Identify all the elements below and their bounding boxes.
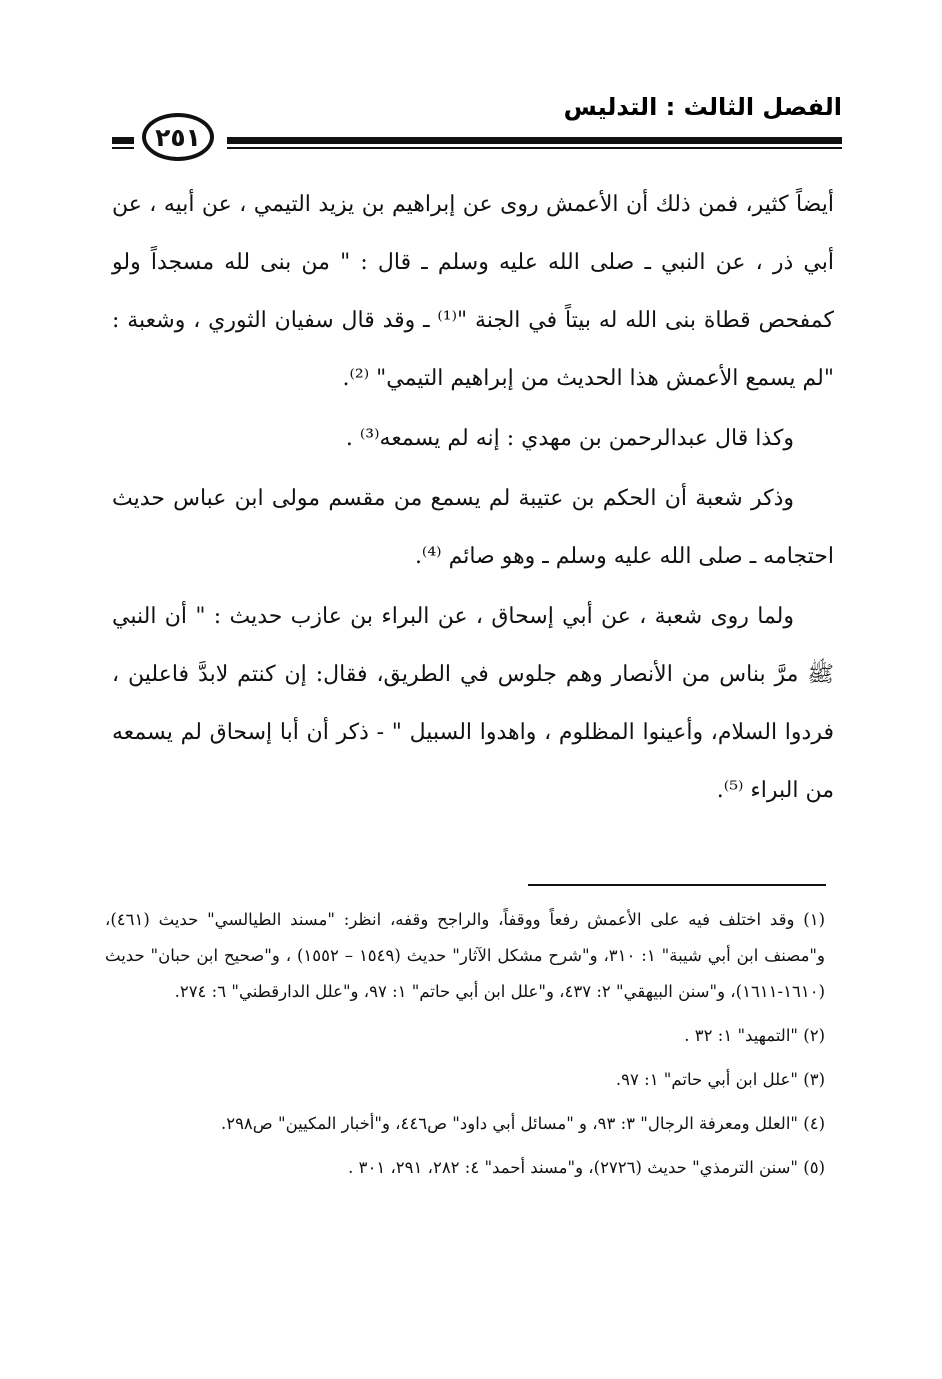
paragraph-1: أيضاً كثير، فمن ذلك أن الأعمش روى عن إبراهيم بن يزيد التيمي ، عن أبيه ، عن أبي ذر ، عن النبي ـ صلى الله عليه وسلم ـ قال : " من بنى لله مسجداً ولو كمفحص قطاة بنى الله له بيتاً في الجنة "⁽¹⁾ ـ وقد قال سفيان الثوري ، وشعبة : "لم يسمع الأعمش هذا الحديث من إبراهيم التيمي" ⁽²⁾. [112, 192, 834, 391]
header-rule-thin [227, 147, 842, 149]
paragraph-3: وذكر شعبة أن الحكم بن عتيبة لم يسمع من مقسم مولى ابن عباس حديث احتجامه ـ صلى الله عليه وسلم ـ وهو صائم ⁽⁴⁾. [112, 486, 834, 569]
footnote-1: (١) وقد اختلف فيه على الأعمش رفعاً ووقفاً، والراجح وقفه، انظر: "مسند الطيالسي" حديث (٤٦١)، و"مصنف ابن أبي شيبة" ١: ٣١٠، و"شرح مشكل الآثار" حديث (١٥٤٩ – ١٥٥٢) ، و"صحيح ابن حبان" حديث (١٦١٠-١٦١١)، و"سنن البيهقي" ٢: ٤٣٧، و"علل ابن أبي حاتم" ١: ٩٧، و"علل الدارقطني" ٦: ٢٧٤. [105, 910, 825, 1001]
chapter-title: الفصل الثالث : التدليس [563, 93, 842, 121]
footnote-4: (٤) "العلل ومعرفة الرجال" ٣: ٩٣، و "مسائل أبي داود" ص٤٤٦، و"أخبار المكيين" ص٢٩٨. [220, 1114, 825, 1133]
page-number-text: ٢٥١ [155, 122, 201, 152]
paragraph-2: وكذا قال عبدالرحمن بن مهدي : إنه لم يسمعه⁽³⁾ . [345, 426, 794, 451]
main-text [112, 176, 834, 820]
page-number [142, 113, 214, 161]
footnote-2: (٢) "التمهيد" ١: ٣٢ . [684, 1026, 825, 1045]
footnote-5: (٥) "سنن الترمذي" حديث (٢٧٢٦)، و"مسند أحمد" ٤: ٢٨٢، ٢٩١، ٣٠١ . [348, 1158, 825, 1177]
footnotes [105, 902, 825, 1186]
page-header [112, 85, 842, 165]
header-rule-thick [227, 137, 842, 144]
paragraph-4: ولما روى شعبة ، عن أبي إسحاق ، عن البراء بن عازب حديث : " أن النبي ﷺ مرَّ بناس من الأنصار وهم جلوس في الطريق، فقال: إن كنتم لابدَّ فاعلين ، فردوا السلام، وأعينوا المظلوم ، واهدوا السبيل " - ذكر أن أبا إسحاق لم يسمعه من البراء ⁽⁵⁾. [112, 604, 834, 803]
footnote-separator [528, 884, 826, 886]
footnote-3: (٣) "علل ابن أبي حاتم" ١: ٩٧. [615, 1070, 825, 1089]
header-rule-short [112, 137, 134, 149]
